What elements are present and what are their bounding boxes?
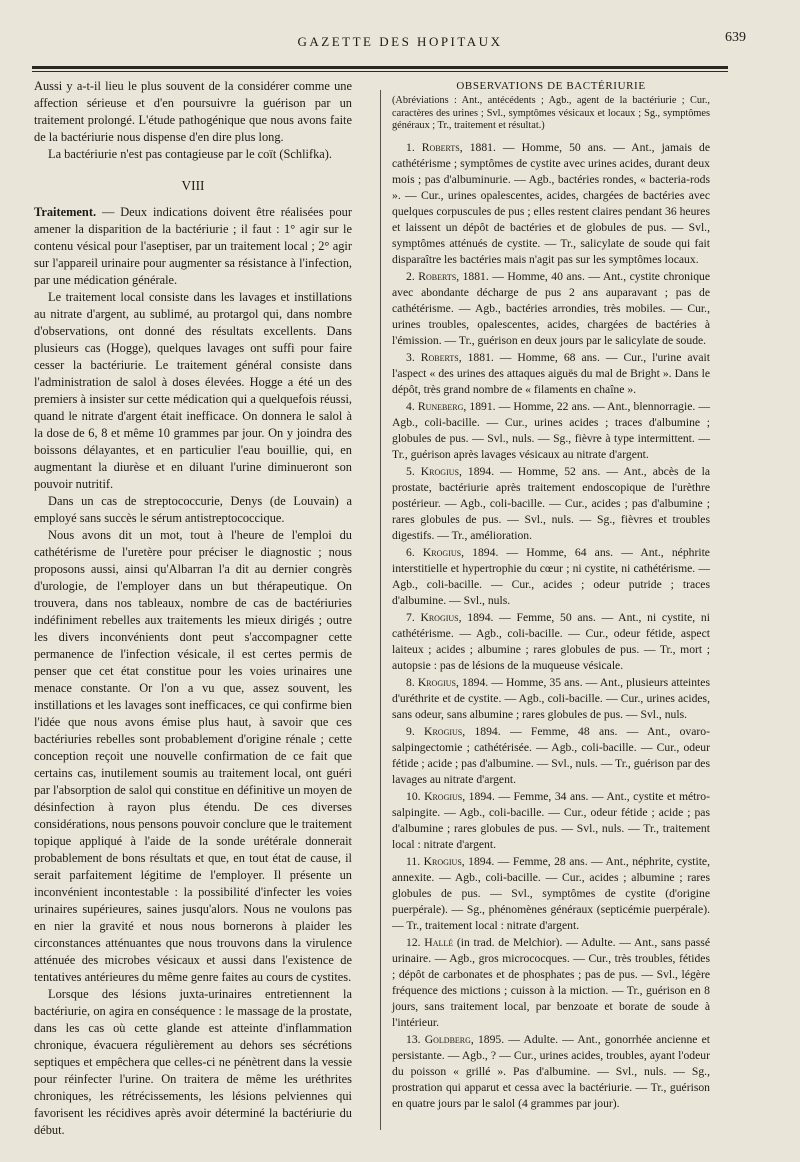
observation-number: 5. xyxy=(406,464,415,478)
observation-entry xyxy=(392,610,710,674)
observation-text: , 1894. — Homme, 52 ans. — Ant., abcès de la prostate, bactériurie après traitement endoscopique de l'urèthre postérieur. — Agb., coli-bacille. — Cur., acides ; pas d'albumine ; rares globules de pus. — Svl., nuls. — Sg., fièvres et troubles digestifs. — Tr., amélioration. xyxy=(392,464,710,542)
observation-entry xyxy=(392,724,710,788)
header-rule-thick xyxy=(32,66,728,69)
traitement-heading: Traitement. xyxy=(34,205,97,219)
observation-author: Goldberg xyxy=(424,1032,471,1046)
paragraph: Dans un cas de streptococcurie, Denys (de Louvain) a employé sans succès le sérum antistreptococcique. xyxy=(34,494,352,525)
observation-text: , 1881. — Homme, 50 ans. — Ant., jamais de cathétérisme ; symptômes de cystite avec urines acides, durant deux mois ; pas d'albuminurie. — Agb., bactéries rondes, « bacteria-rods ». — Cur., urines opalescentes, acides, chargées de bactéries avec quelques corpuscules de pus ; elles restent claires pendant 36 heures et laissent un dépôt de bactéries et de globules de pus. — Svl., symptômes atténués de cystite. — Tr., salicylate de soude qui fait disparaître les bactéries mais n'agit pas sur les symptômes locaux. xyxy=(392,140,710,266)
paragraph: La bactériurie n'est pas contagieuse par le coït (Schlifka). xyxy=(48,147,332,161)
observation-author: Krogius xyxy=(423,854,462,868)
observation-author: Roberts xyxy=(418,269,457,283)
section-number: VIII xyxy=(181,178,205,193)
paragraph: Nous avons dit un mot, tout à l'heure de l'emploi du cathétérisme de l'uretère pour préciser le diagnostic ; nous proposons aussi, ainsi qu'Albarran l'a dit au dernier congrès d'urologie, de l'employer dans un but thérapeutique. On trouvera, dans nos tableaux, nombre de cas de bactériuries indéfiniment rebelles aux traitements les mieux dirigés ; outre les divers inconvénients dont peut s'accompagner cette permanence de l'infection vésicale, il est certes permis de penser que cet état constitue pour les voies urinaires une menace constante. Or l'on a vu que, assez souvent, les instillations et les lavages sont inefficaces, ce qui confirme bien l'idée que nous avons émise plus haut, à savoir que ces bactériuries rebelles sont probablement d'origine rénale ; cette conception reçoit une nouvelle confirmation de ce fait que certains cas, inutilement soumis au traitement local, ont guéri par l'absorption de salol qui constitue en définitive un moyen de désinfection à rayon plus étendu. De ces diverses considérations, nous pensons pouvoir conclure que le traitement topique appliqué à l'aide de la sonde urétérale donnerait probablement de bons résultats et que, en tout état de cause, il serait parfaitement légitime de l'employer. Il présente un inconvénient incontestable : la possibilité d'infecter les voies urinaires supérieures, saines jusqu'alors. Nous ne voulons pas en nier la gravité et nous nous bornerons à plaider les circonstances atténuantes que nous trouvons dans la virulence atténuée des microbes vésicaux et aussi dans l'existence de tentatives antérieures du même genre faites au cours de cystites. xyxy=(34,528,352,984)
observation-entry xyxy=(392,789,710,853)
observation-text: , 1894. — Femme, 50 ans. — Ant., ni cystite, ni cathétérisme. — Agb., coli-bacille. — Cur., odeur fétide, aspect laiteux ; acides ; albumine ; rares globules de pus. — Tr., mort ; autopsie : pas de lésions de la muqueuse vésicale. xyxy=(392,610,710,672)
observation-number: 12. xyxy=(406,935,421,949)
header-rule-thin xyxy=(32,71,728,72)
observation-author: Krogius xyxy=(422,545,462,559)
observation-number: 10. xyxy=(406,789,421,803)
observation-entry xyxy=(392,1032,710,1112)
observation-text: , 1881. — Homme, 40 ans. — Ant., cystite chronique avec abondante décharge de pus 2 ans auparavant ; pas de cathétérisme. — Agb., bactéries arrondies, très mobiles. — Cur., urines troubles, opalescentes, acides, chargées de bactéries à l'émission. — Tr., guérison en deux jours par le salicylate de soude. xyxy=(392,269,711,347)
observation-author: Roberts xyxy=(420,350,459,364)
observation-text: , 1894. — Homme, 35 ans. — Ant., plusieurs atteintes d'uréthrite et de cystite. — Agb., coli-bacille. — Cur., urines acides, sans odeur, sans albumine ; rares globules de pus. — Svl., nuls. xyxy=(392,675,710,721)
observation-number: 7. xyxy=(406,610,415,624)
observation-author: Krogius xyxy=(424,789,463,803)
observation-text: , 1895. — Adulte. — Ant., gonorrhée ancienne et persistante. — Agb., ? — Cur., urines acides, troubles, ayant l'odeur du poisson « grillé ». Pas d'albumine. — Svl., nuls. — Sg., prostration qui apparut et cessa avec la bactériurie. — Tr., guérison en quatre jours par le salol (4 grammes par jour). xyxy=(392,1032,710,1110)
observation-number: 1. xyxy=(406,140,415,154)
page-number: 639 xyxy=(725,30,746,45)
observation-text: , 1894. — Femme, 34 ans. — Ant., cystite et métro-salpingite. — Agb., coli-bacille. — Cur., odeur fétide ; acide ; pas d'albumine ; rares globules de pus. — Svl., nuls. — Tr., traitement local : nitrate d'argent. xyxy=(392,789,710,851)
observation-text: , 1894. — Homme, 64 ans. — Ant., néphrite interstitielle et hypertrophie du cœur ; ni cystite, ni cathétérisme. — Agb., coli-bacille. — Cur., acides ; odeur putride ; traces d'albumine. — Svl., nuls. xyxy=(392,545,710,607)
observation-number: 3. xyxy=(406,350,415,364)
observation-text: (in trad. de Melchior). — Adulte. — Ant., sans passé urinaire. — Agb., gros micrococques. — Cur., très troubles, fétides ; dépôt de carbonates et de phosphates ; pas de pus. — Svl., légère fréquence des mictions ; cuisson à la miction. — Tr., guérison en 8 jours, sans traitement local, par benzoate et borate de soude à l'intérieur. xyxy=(392,935,710,1029)
observations-title: OBSERVATIONS DE BACTÉRIURIE xyxy=(456,80,646,92)
observation-entry xyxy=(392,350,710,398)
paragraph: Aussi y a-t-il lieu le plus souvent de la considérer comme une affection sérieuse et d'en poursuivre la guérison par un traitement prolongé. L'étude pathogénique que nous avons faite de la bactériurie nous dispense d'en dire plus long. xyxy=(34,79,352,144)
observation-entry xyxy=(392,854,710,934)
column-divider xyxy=(380,90,381,1130)
observation-author: Krogius xyxy=(417,675,457,689)
observation-entry xyxy=(392,545,710,609)
observation-author: Runeberg xyxy=(417,399,464,413)
observation-text: , 1881. — Homme, 68 ans. — Cur., l'urine avait l'aspect « des urines des attaques aiguës du mal de Bright ». Dans le dépôt, très grand nombre de « filaments en chaîne ». xyxy=(392,350,710,396)
observation-entry xyxy=(392,140,710,268)
observation-author: Krogius xyxy=(420,464,459,478)
left-column xyxy=(34,78,352,1139)
observation-number: 13. xyxy=(406,1032,421,1046)
observation-entry xyxy=(392,399,710,463)
observation-number: 9. xyxy=(406,724,415,738)
observation-author: Roberts xyxy=(421,140,460,154)
journal-title: GAZETTE DES HOPITAUX xyxy=(297,34,503,49)
observation-author: Krogius xyxy=(424,724,463,738)
observation-number: 8. xyxy=(406,675,415,689)
right-column xyxy=(392,78,710,1112)
observation-author: Hallé xyxy=(424,935,454,949)
observation-text: , 1891. — Homme, 22 ans. — Ant., blennorragie. — Agb., coli-bacille. — Cur., urines acides ; traces d'albumine ; globules de pus. — Svl., nuls. — Sg., fièvre à type intermittent. — Tr., guérison après lavages vésicaux au nitrate d'argent. xyxy=(392,399,710,461)
traitement-paragraph xyxy=(34,204,352,289)
running-head xyxy=(60,30,746,52)
observation-entry xyxy=(392,935,710,1031)
observation-number: 4. xyxy=(406,399,415,413)
observation-entry xyxy=(392,464,710,544)
abbreviations-note: (Abréviations : Ant., antécédents ; Agb., agent de la bactériurie ; Cur., caractères des urines ; Svl., symptômes vésicaux et locaux ; Sg., symptômes généraux ; Tr., traitement et résultat.) xyxy=(392,95,710,132)
observation-number: 11. xyxy=(406,854,421,868)
observation-text: , 1894. — Femme, 48 ans. — Ant., ovaro-salpingectomie ; cathétérisée. — Agb., coli-bacille. — Cur., odeur fétide ; acide ; pas d'albumine. — Svl., nuls. — Tr., guérison par des lavages au nitrate d'argent. xyxy=(392,724,710,786)
observation-number: 2. xyxy=(406,269,415,283)
observation-text: , 1894. — Femme, 28 ans. — Ant., néphrite, cystite, annexite. — Agb., coli-bacille. — Cur., acides ; albumine ; rares globules de pus. — Svl., symptômes de cystite (d'origine puerpérale). — Sg., phénomènes généraux (septicémie puerpérale). — Tr., traitement local : nitrate d'argent. xyxy=(392,854,711,932)
observation-entry xyxy=(392,675,710,723)
paragraph: Lorsque des lésions juxta-urinaires entretiennent la bactériurie, on agira en conséquence : le massage de la prostate, dans les cas où cette glande est atteinte d'inflammation chronique, évacuera régulièrement au dehors ses sécrétions septiques et empêchera que celles-ci ne pénètrent dans la vessie pour réinfecter l'urine. On traitera de même les uréthrites chroniques, les rétrécissements, les lésions pelviennes qui favorisent les récidives après avoir déterminé la bactériurie du début. xyxy=(34,987,352,1137)
observation-entry xyxy=(392,269,710,349)
traitement-text: — Deux indications doivent être réalisées pour amener la disparition de la bactériurie ; il faut : 1° agir sur le contenu vésical pour l'aseptiser, par un traitement local ; 2° agir sur l'appareil urinaire pour augmenter sa résistance à l'infection, par une médication générale. xyxy=(34,205,352,287)
observation-number: 6. xyxy=(406,545,415,559)
paragraph: Le traitement local consiste dans les lavages et instillations au nitrate d'argent, au sublimé, au protargol qui, dans nombre d'observations, ont donné des résultats excellents. Dans plusieurs cas (Hogge), quelques lavages ont suffi pour faire cesser la bactériurie. Le traitement général consiste dans l'administration de salol à doses élevées. Hogge a été un des premiers à insister sur cette médication qui a quelquefois réussi, quand le nitrate d'argent était inefficace. On donnera le salol à la dose de 6, 8 et même 10 grammes par jour. On y joindra des boissons délayantes, et en particulier l'eau bouillie, qui, en augmentant la diurèse et en diluant l'urine diminueront son pouvoir nutritif. xyxy=(34,290,352,491)
observation-author: Krogius xyxy=(420,610,459,624)
